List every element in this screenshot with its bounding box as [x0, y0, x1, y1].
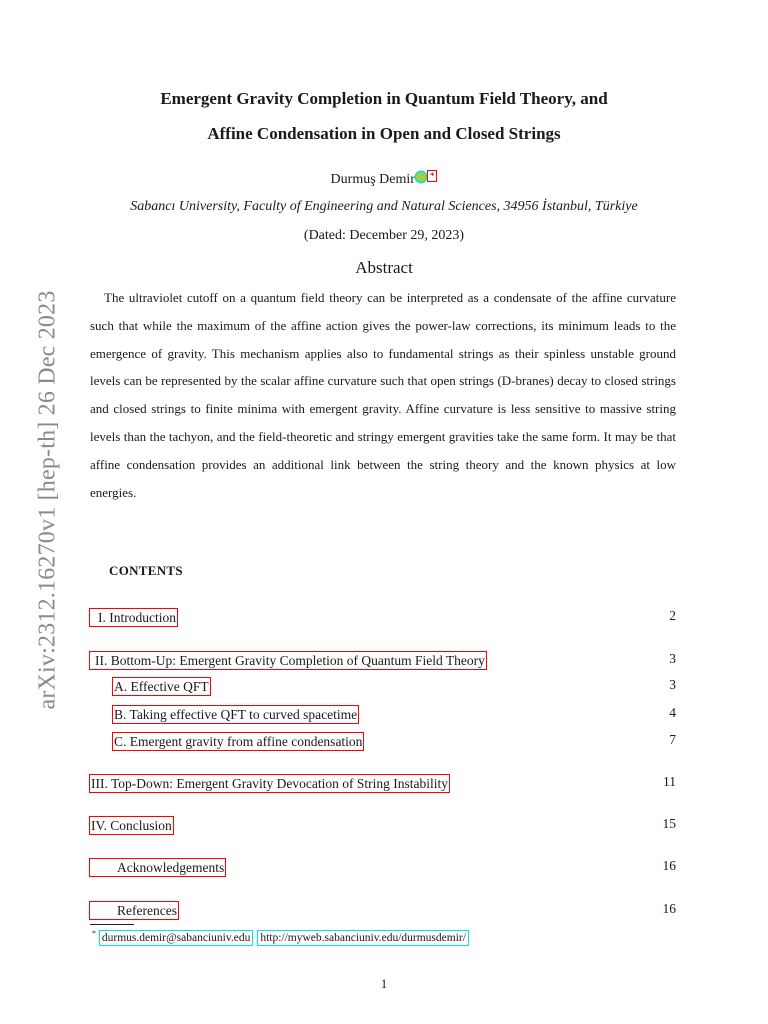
toc-page-introduction: 2 [669, 608, 676, 623]
toc-entry-curved-spacetime[interactable] [112, 705, 359, 724]
toc-entry-introduction[interactable] [89, 608, 178, 627]
paper-title-line-2: Affine Condensation in Open and Closed Strings [207, 124, 561, 143]
toc-entry-effective-qft[interactable] [112, 677, 211, 696]
toc-link-acknowledgements[interactable]: Acknowledgements [89, 858, 226, 877]
footnote-mark: * [92, 929, 96, 938]
toc-page-references: 16 [662, 901, 676, 916]
toc-entry-top-down[interactable] [89, 774, 450, 793]
toc-entry-bottom-up[interactable] [89, 651, 487, 670]
toc-page-bottom-up: 3 [669, 651, 676, 666]
toc-page-conclusion: 15 [662, 816, 676, 831]
toc-link-effective-qft[interactable]: A. Effective QFT [114, 679, 209, 694]
toc-page-curved-spacetime: 4 [669, 705, 676, 720]
toc-page-effective-qft: 3 [669, 677, 676, 692]
toc-link-references[interactable]: References [89, 901, 179, 920]
toc-entry-affine-condensation[interactable] [112, 732, 364, 751]
orcid-icon[interactable] [416, 172, 426, 182]
toc-link-introduction[interactable]: I. Introduction [89, 608, 178, 627]
paper-title-line-1: Emergent Gravity Completion in Quantum Field Theory, and [160, 89, 608, 108]
toc-link-curved-spacetime[interactable]: B. Taking effective QFT to curved spacetime [114, 707, 358, 722]
contents-heading: CONTENTS [109, 563, 183, 578]
toc-entry-references[interactable] [89, 901, 179, 920]
footnote-email-link[interactable]: durmus.demir@sabanciuniv.edu [99, 930, 253, 946]
footnote [92, 929, 469, 946]
toc-entry-acknowledgements[interactable] [89, 858, 226, 877]
toc-link-affine-condensation[interactable]: C. Emergent gravity from affine condensation [114, 734, 363, 749]
author-footnote-link[interactable]: * [427, 170, 438, 182]
toc-link-bottom-up[interactable]: II. Bottom-Up: Emergent Gravity Completion of Quantum Field Theory [89, 651, 487, 670]
dated-line: (Dated: December 29, 2023) [303, 228, 465, 243]
toc-page-top-down: 11 [663, 774, 676, 789]
abstract-heading: Abstract [355, 258, 413, 277]
toc-page-acknowledgements: 16 [662, 858, 676, 873]
arxiv-identifier-stamp: arXiv:2312.16270v1 [hep-th] 26 Dec 2023 [34, 290, 61, 710]
footnote-rule [90, 924, 134, 925]
toc-link-top-down[interactable]: III. Top-Down: Emergent Gravity Devocation of String Instability [91, 776, 448, 791]
toc-link-conclusion[interactable]: IV. Conclusion [91, 818, 172, 833]
author-name: Durmuş Demir [330, 172, 415, 187]
affiliation: Sabancı University, Faculty of Engineering and Natural Sciences, 34956 İstanbul, Türkiye [130, 199, 638, 214]
page-number: 1 [380, 976, 388, 991]
toc-page-affine-condensation: 7 [669, 732, 676, 747]
author-line [0, 170, 768, 188]
toc-entry-conclusion[interactable] [89, 816, 174, 835]
abstract-body: The ultraviolet cutoff on a quantum field theory can be interpreted as a condensate of the affine curvature such that while the maximum of the affine action gives the power-law corrections, its minimum leads to the emergence of gravity. This mechanism applies also to fundamental strings as their spinless unstable ground levels can be represented by the scalar affine curvature such that open strings (D-branes) decay to closed strings and closed strings to finite minima with emergent gravity. Affine curvature is less sensitive to massive string levels than the tachyon, and the field-theoretic and stringy emergent gravities take the same form. It may be that affine condensation provides an additional link between the string theory and the known physics at low energies. [90, 290, 676, 500]
footnote-url-link[interactable]: http://myweb.sabanciuniv.edu/durmusdemir/ [257, 930, 469, 946]
